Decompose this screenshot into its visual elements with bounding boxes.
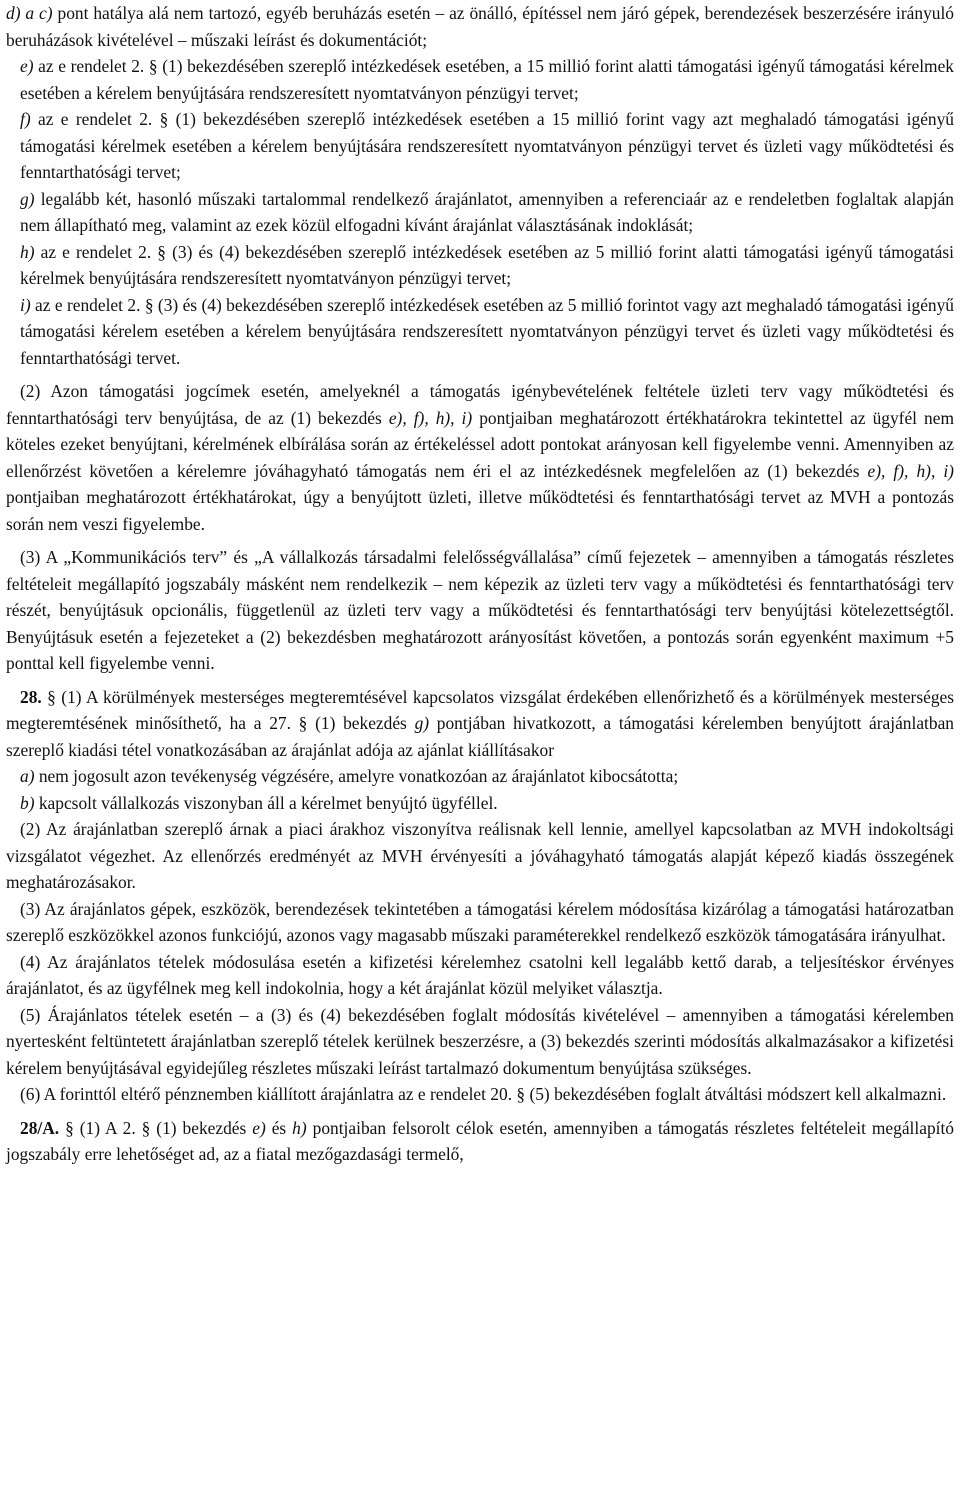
item-marker: e) bbox=[20, 56, 34, 76]
list-item-d bbox=[6, 0, 954, 53]
text-run: és bbox=[265, 1117, 293, 1138]
section-number: 28. bbox=[20, 686, 42, 707]
text-run: § (1) A körülmények mesterséges megteremtésével kapcsolatos vizsgálat érdekében ellenőrizhető és a körülmények mesterséges megteremtésének minősíthető, ha a 27. § (1) bekezdés bbox=[6, 686, 954, 733]
item-marker: g) bbox=[20, 188, 35, 209]
italic-run: e), f), h), i) bbox=[867, 460, 954, 481]
item-text: pont hatálya alá nem tartozó, egyéb beruházás esetén – az önálló, építéssel nem járó gépek, berendezések beszerzésére irányuló beruházások kivételével – műszaki leírást és dokumentációt; bbox=[6, 3, 954, 50]
text-run: pontjaiban meghatározott értékhatárokra tekintettel az ügyfél nem köteles ezeket benyújtani, kérelmének elbírálása során az értékeléssel adott pontokat arányosan kell figyelembe venni. Amennyiben az ellenőrzést követően a kérelemre jóváhagyható támogatás nem éri el az intézkedésnek megfelelően az (1) bekezdés bbox=[6, 407, 954, 481]
item-marker: h) bbox=[20, 241, 35, 262]
item-text: az e rendelet 2. § (1) bekezdésében szereplő intézkedések esetében, a 15 millió forint alatti támogatási igényű támogatási kérelmek esetében a kérelem benyújtására rendszeresített nyomtatványon pénzügyi tervet; bbox=[20, 56, 954, 103]
item-text: kapcsolt vállalkozás viszonyban áll a kérelmet benyújtó ügyféllel. bbox=[34, 792, 498, 813]
item-text: legalább két, hasonló műszaki tartalommal rendelkező árajánlatot, amennyiben a referenciaár az e rendeletben foglaltak alapján nem állapítható meg, valamint az ezek közül elfogadni kívánt árajánlat választásának indoklását; bbox=[20, 188, 954, 235]
list-item-i bbox=[6, 292, 954, 372]
text-run: § (1) A 2. § (1) bekezdés bbox=[59, 1117, 253, 1138]
item-marker: b) bbox=[20, 792, 35, 813]
list-item-g bbox=[6, 186, 954, 239]
item-marker: a) bbox=[20, 766, 35, 786]
list-item-a bbox=[6, 763, 954, 790]
list-item-b bbox=[6, 790, 954, 817]
section-number: 28/A. bbox=[20, 1117, 60, 1138]
item-marker: f) bbox=[20, 109, 31, 129]
section-28-paragraph-5: (5) Árajánlatos tételek esetén – a (3) és (4) bekezdésében foglalt módosítás kivételével – amennyiben a támogatási kérelemben nyertesként feltüntetett árajánlatban szereplő tételek kerülnek beszerzésre, a (3) bekezdés szerinti módosítás alkalmazásakor a kifizetési kérelem benyújtásával egyidejűleg részletes műszaki leírást tartalmazó dokumentum benyújtása szükséges. bbox=[6, 1004, 954, 1078]
italic-run: e), f), h), i) bbox=[388, 407, 473, 428]
section-28-paragraph-3: (3) Az árajánlatos gépek, eszközök, berendezések tekintetében a támogatási kérelem módosítása kizárólag a támogatási határozatban szereplő eszközökkel azonos funkciójú, azonos vagy magasabb műszaki paraméterekkel rendelkező eszközök támogatására irányulhat. bbox=[6, 898, 954, 945]
list-item-e bbox=[6, 53, 954, 106]
paragraph-3: (3) A „Kommunikációs terv” és „A vállalkozás társadalmi felelősségvállalása” című fejezetek – amennyiben a támogatás részletes feltételeit megállapító jogszabály másként nem rendelkezik – nem képezik az üzleti terv vagy a működtetési és fenntarthatósági terv részét, benyújtásuk opcionális, függetlenül az üzleti terv vagy a működtetési és fenntarthatósági terv benyújtási kötelezettségtől. Benyújtásuk esetén a fejezeteket a (2) bekezdésben meghatározott arányosítást követően, a pontozás során egyenként maximum +5 ponttal kell figyelembe venni. bbox=[6, 547, 954, 673]
item-marker: d) a c) bbox=[6, 3, 53, 23]
section-28 bbox=[6, 684, 954, 764]
item-text: nem jogosult azon tevékenység végzésére, amelyre vonatkozóan az árajánlatot kibocsátotta; bbox=[34, 766, 679, 786]
paragraph-2 bbox=[6, 378, 954, 537]
text-run: pontjában hivatkozott, a támogatási kérelemben benyújtott árajánlatban szereplő kiadási tétel vonatkozásában az árajánlat adója az ajánlat kiállításakor bbox=[6, 713, 954, 760]
text-run: pontjaiban felsorolt célok esetén, amennyiben a támogatás részletes feltételeit megállapító jogszabály erre lehetőséget ad, az a fiatal mezőgazdasági termelő, bbox=[6, 1117, 954, 1164]
item-text: az e rendelet 2. § (1) bekezdésében szereplő intézkedések esetében a 15 millió forint vagy azt meghaladó támogatási igényű támogatási kérelmek esetében a kérelem benyújtására rendszeresített nyomtatványon pénzügyi tervet és üzleti vagy működtetési és fenntarthatósági tervet; bbox=[20, 109, 954, 182]
text-run: pontjaiban meghatározott értékhatárokat, úgy a benyújtott üzleti, illetve működtetési és fenntarthatósági tervet az MVH a pontozás során nem veszi figyelembe. bbox=[6, 487, 954, 534]
item-text: az e rendelet 2. § (3) és (4) bekezdésében szereplő intézkedések esetében az 5 millió forint alatti támogatási igényű támogatási kérelmek benyújtására rendszeresített nyomtatványon pénzügyi tervet; bbox=[20, 241, 954, 288]
italic-run: e) bbox=[252, 1117, 266, 1138]
item-text: az e rendelet 2. § (3) és (4) bekezdésében szereplő intézkedések esetében az 5 millió forintot vagy azt meghaladó támogatási igényű támogatási kérelem esetében a kérelem benyújtására rendszeresített nyomtatványon pénzügyi tervet és üzleti vagy működtetési és fenntarthatósági tervet. bbox=[20, 294, 954, 368]
section-28a bbox=[6, 1115, 954, 1168]
list-item-f bbox=[6, 106, 954, 186]
section-28-paragraph-6: (6) A forinttól eltérő pénznemben kiállított árajánlatra az e rendelet 20. § (5) bekezdésében foglalt átváltási módszert kell alkalmazni. bbox=[20, 1084, 947, 1104]
italic-run: h) bbox=[292, 1117, 307, 1138]
list-item-h bbox=[6, 239, 954, 292]
italic-run: g) bbox=[414, 713, 430, 733]
item-marker: i) bbox=[20, 294, 31, 315]
section-28-paragraph-4: (4) Az árajánlatos tételek módosulása esetén a kifizetési kérelemhez csatolni kell legalább kettő darab, a teljesítéskor érvényes árajánlatot, és az ügyfélnek meg kell indokolnia, hogy a két árajánlat közül melyiket választja. bbox=[6, 951, 954, 998]
text-run: (2) Azon támogatási jogcímek esetén, amelyeknél a támogatás igénybevételének feltétele üzleti terv vagy működtetési és fenntarthatósági terv benyújtása, de az (1) bekezdés bbox=[6, 381, 954, 428]
section-28-paragraph-2: (2) Az árajánlatban szereplő árnak a piaci árakhoz viszonyítva reálisnak kell lennie, amellyel kapcsolatban az MVH indokoltsági vizsgálatot végezhet. Az ellenőrzés eredményét az MVH érvényesíti a jóváhagyható támogatás alapját képező kiadás összegének meghatározásakor. bbox=[6, 819, 954, 892]
